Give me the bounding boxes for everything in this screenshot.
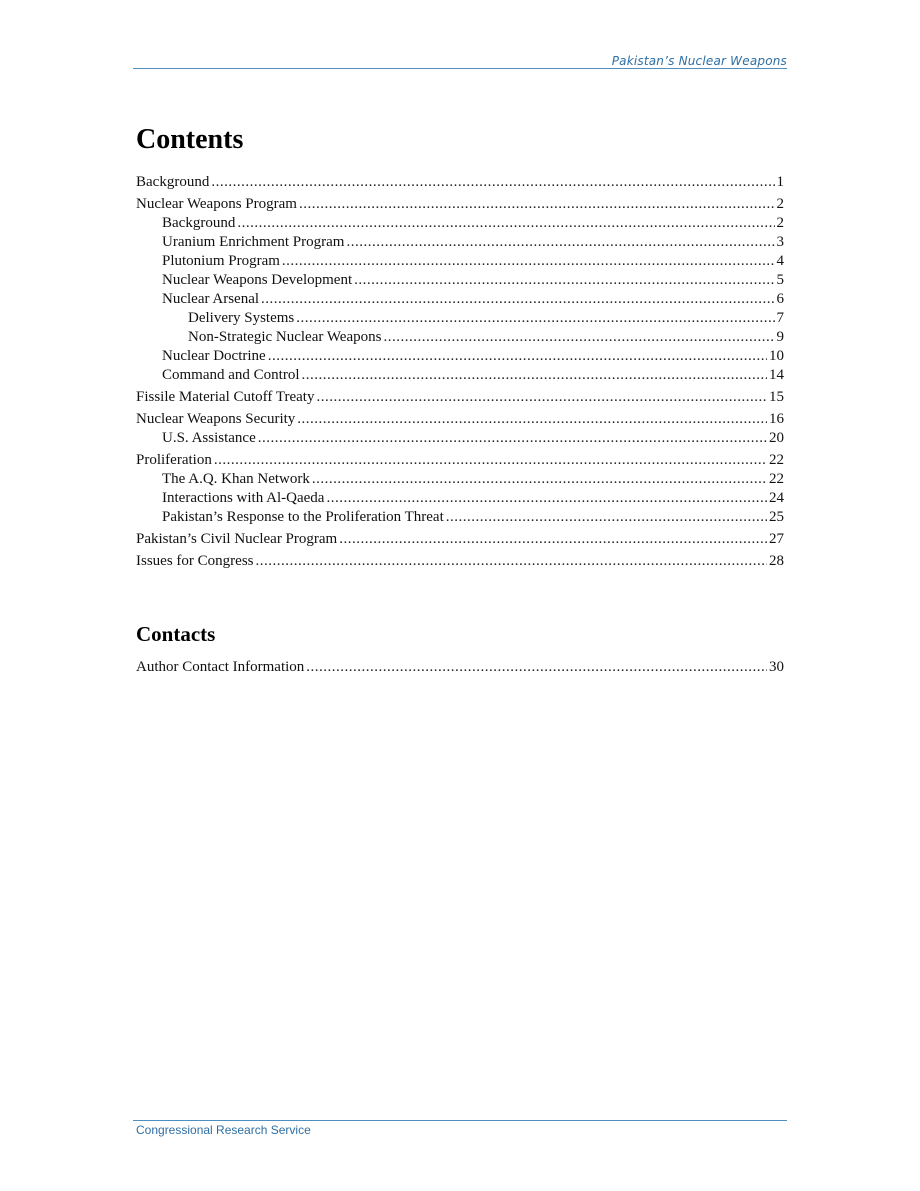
toc-leader bbox=[211, 173, 774, 192]
toc-leader bbox=[302, 366, 768, 385]
toc-entry-title: Plutonium Program bbox=[162, 253, 280, 269]
toc-entry-title: Issues for Congress bbox=[136, 553, 254, 569]
toc-entry[interactable] bbox=[136, 214, 784, 233]
toc-entry-title: Command and Control bbox=[162, 367, 300, 383]
toc-entry-page: 20 bbox=[769, 430, 784, 446]
toc-entry[interactable] bbox=[136, 388, 784, 407]
toc-entry[interactable] bbox=[136, 552, 784, 571]
toc-entry-page: 2 bbox=[776, 196, 784, 212]
toc-entry-title: Author Contact Information bbox=[136, 659, 305, 675]
toc-entry[interactable] bbox=[136, 508, 784, 527]
toc-entry[interactable] bbox=[136, 429, 784, 448]
toc-entry[interactable] bbox=[136, 658, 784, 677]
toc-entry[interactable] bbox=[136, 410, 784, 429]
toc-entry-page: 9 bbox=[776, 329, 784, 345]
toc-entry-title: Proliferation bbox=[136, 452, 212, 468]
toc-entry-page: 5 bbox=[776, 272, 784, 288]
toc-leader bbox=[346, 233, 774, 252]
toc-entry-title: Nuclear Arsenal bbox=[162, 291, 260, 307]
toc-leader bbox=[214, 451, 767, 470]
toc-entry[interactable] bbox=[136, 489, 784, 508]
toc-entry-page: 14 bbox=[769, 367, 784, 383]
toc-entry-title: Nuclear Weapons Development bbox=[162, 272, 353, 288]
toc-entry-page: 7 bbox=[776, 310, 784, 326]
toc-entry-page: 1 bbox=[776, 174, 784, 190]
toc-entry-title: Nuclear Weapons Program bbox=[136, 196, 297, 212]
toc-entry-title: Pakistan’s Civil Nuclear Program bbox=[136, 531, 338, 547]
toc-entry-page: 27 bbox=[769, 531, 784, 547]
toc-entry-title: Nuclear Weapons Security bbox=[136, 411, 296, 427]
toc-entry-page: 24 bbox=[769, 490, 784, 506]
toc-entry[interactable] bbox=[136, 252, 784, 271]
toc-entry-page: 3 bbox=[776, 234, 784, 250]
toc-leader bbox=[354, 271, 774, 290]
toc-entry-title: Background bbox=[162, 215, 236, 231]
toc-leader bbox=[258, 429, 767, 448]
toc-entry-title: Delivery Systems bbox=[188, 310, 295, 326]
toc-entry-page: 6 bbox=[776, 291, 784, 307]
toc-entry[interactable] bbox=[136, 366, 784, 385]
toc-entry-page: 22 bbox=[769, 452, 784, 468]
toc-entry[interactable] bbox=[136, 347, 784, 366]
toc-entry[interactable] bbox=[136, 290, 784, 309]
toc-leader bbox=[299, 195, 775, 214]
toc-entry-title: Background bbox=[136, 174, 210, 190]
toc-leader bbox=[316, 388, 767, 407]
toc-leader bbox=[296, 309, 774, 328]
toc-entry[interactable] bbox=[136, 233, 784, 252]
toc-leader bbox=[312, 470, 767, 489]
toc-entry-page: 30 bbox=[769, 659, 784, 675]
toc-entry-page: 10 bbox=[769, 348, 784, 364]
header-rule bbox=[133, 68, 787, 69]
toc-entry[interactable] bbox=[136, 309, 784, 328]
toc-entry[interactable] bbox=[136, 271, 784, 290]
toc-entry-page: 28 bbox=[769, 553, 784, 569]
toc-entry[interactable] bbox=[136, 195, 784, 214]
toc-entry-page: 25 bbox=[769, 509, 784, 525]
toc-entry-title: Non-Strategic Nuclear Weapons bbox=[188, 329, 382, 345]
contents-list bbox=[136, 173, 784, 571]
toc-leader bbox=[383, 328, 774, 347]
toc-leader bbox=[282, 252, 775, 271]
toc-entry-title: Uranium Enrichment Program bbox=[162, 234, 345, 250]
toc-entry-title: Pakistan’s Response to the Proliferation Threat bbox=[162, 509, 444, 525]
toc-leader bbox=[339, 530, 767, 549]
contacts-list bbox=[136, 658, 784, 677]
toc-entry[interactable] bbox=[136, 173, 784, 192]
toc-entry-title: The A.Q. Khan Network bbox=[162, 471, 310, 487]
toc-entry[interactable] bbox=[136, 470, 784, 489]
toc-entry-page: 2 bbox=[776, 215, 784, 231]
toc-entry-page: 16 bbox=[769, 411, 784, 427]
toc-entry-page: 22 bbox=[769, 471, 784, 487]
toc-leader bbox=[297, 410, 767, 429]
toc-entry[interactable] bbox=[136, 530, 784, 549]
toc-entry-title: Nuclear Doctrine bbox=[162, 348, 266, 364]
toc-entry-page: 4 bbox=[776, 253, 784, 269]
toc-leader bbox=[261, 290, 774, 309]
toc-entry[interactable] bbox=[136, 328, 784, 347]
toc-leader bbox=[237, 214, 774, 233]
toc-entry-title: Fissile Material Cutoff Treaty bbox=[136, 389, 315, 405]
toc-entry-title: Interactions with Al-Qaeda bbox=[162, 490, 325, 506]
footer-rule bbox=[133, 1120, 787, 1121]
toc-leader bbox=[256, 552, 768, 571]
toc-leader bbox=[268, 347, 767, 366]
contacts-heading: Contacts bbox=[136, 622, 216, 646]
footer-text: Congressional Research Service bbox=[136, 1123, 311, 1137]
toc-leader bbox=[306, 658, 767, 677]
running-header-title: Pakistan’s Nuclear Weapons bbox=[611, 54, 787, 68]
toc-leader bbox=[446, 508, 767, 527]
toc-leader bbox=[326, 489, 767, 508]
toc-entry[interactable] bbox=[136, 451, 784, 470]
contents-heading: Contents bbox=[136, 124, 244, 155]
toc-entry-title: U.S. Assistance bbox=[162, 430, 256, 446]
toc-entry-page: 15 bbox=[769, 389, 784, 405]
